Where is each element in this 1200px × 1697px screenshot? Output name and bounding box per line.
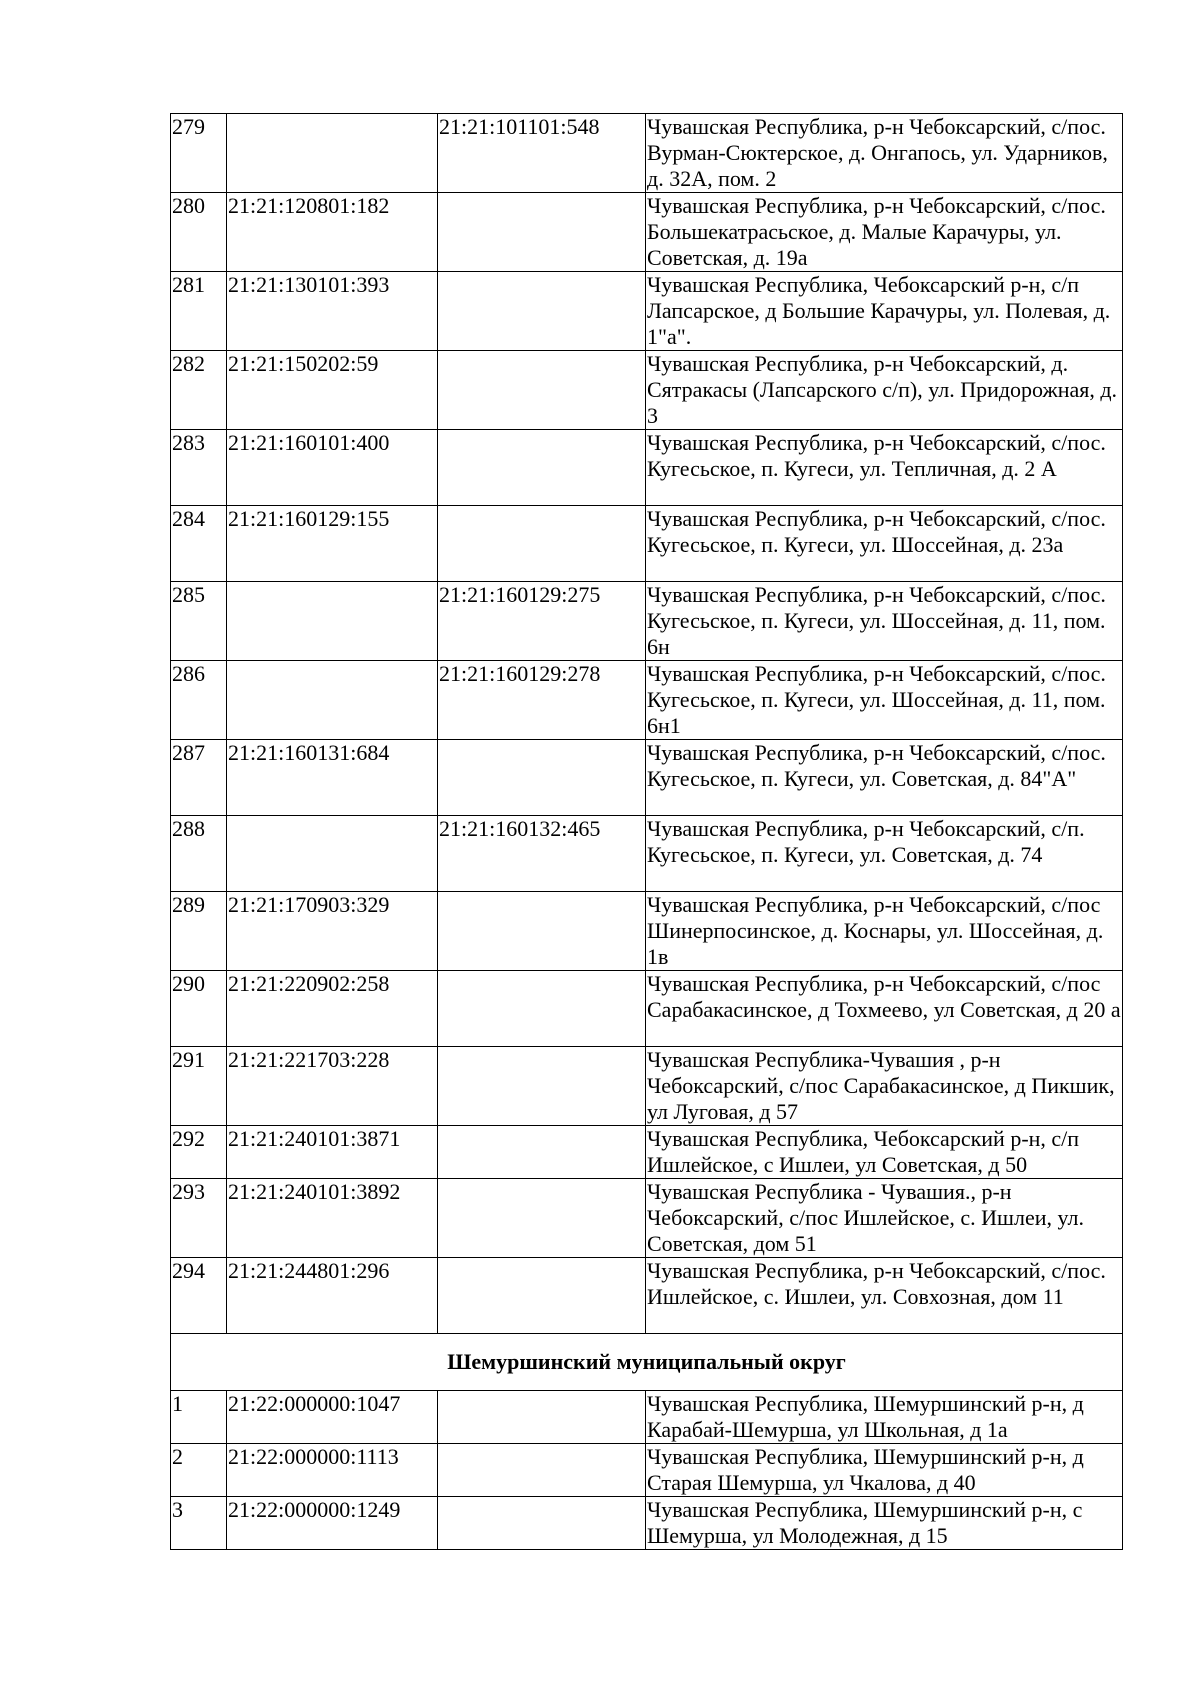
building-cadastral-cell: 21:21:160129:275 — [438, 582, 646, 661]
row-number-cell: 284 — [171, 506, 227, 582]
land-cadastral-cell: 21:22:000000:1047 — [227, 1391, 438, 1444]
building-cadastral-cell — [438, 506, 646, 582]
land-cadastral-cell: 21:21:120801:182 — [227, 193, 438, 272]
row-number-cell: 288 — [171, 816, 227, 892]
table-row — [171, 892, 1123, 971]
building-cadastral-cell — [438, 193, 646, 272]
table-row — [171, 114, 1123, 193]
address-cell: Чувашская Республика, р-н Чебоксарский, с/пос. Кугесьское, п. Кугеси, ул. Тепличная, д. 2 А — [646, 430, 1123, 506]
address-cell: Чувашская Республика, р-н Чебоксарский, с/пос Сарабакасинское, д Тохмеево, ул Советская, д 20 а — [646, 971, 1123, 1047]
row-number-cell: 287 — [171, 740, 227, 816]
building-cadastral-cell — [438, 892, 646, 971]
table-row — [171, 1258, 1123, 1334]
building-cadastral-cell — [438, 1391, 646, 1444]
table-row — [171, 506, 1123, 582]
building-cadastral-cell — [438, 1126, 646, 1179]
address-cell: Чувашская Республика, р-н Чебоксарский, с/пос. Кугесьское, п. Кугеси, ул. Шоссейная, д. 23а — [646, 506, 1123, 582]
registry-table-body — [171, 114, 1123, 1550]
row-number-cell: 290 — [171, 971, 227, 1047]
row-number-cell: 292 — [171, 1126, 227, 1179]
address-cell: Чувашская Республика, р-н Чебоксарский, с/пос. Кугесьское, п. Кугеси, ул. Шоссейная, д. 11, пом. 6н1 — [646, 661, 1123, 740]
table-row — [171, 740, 1123, 816]
section-header-row — [171, 1334, 1123, 1391]
row-number-cell: 283 — [171, 430, 227, 506]
row-number-cell: 293 — [171, 1179, 227, 1258]
address-cell: Чувашская Республика, Шемуршинский р-н, д Карабай-Шемурша, ул Школьная, д 1а — [646, 1391, 1123, 1444]
land-cadastral-cell — [227, 114, 438, 193]
land-cadastral-cell: 21:21:160131:684 — [227, 740, 438, 816]
table-row — [171, 1126, 1123, 1179]
row-number-cell: 281 — [171, 272, 227, 351]
address-cell: Чувашская Республика, р-н Чебоксарский, с/пос. Кугесьское, п. Кугеси, ул. Шоссейная, д. 11, пом. 6н — [646, 582, 1123, 661]
row-number-cell: 3 — [171, 1497, 227, 1550]
land-cadastral-cell: 21:21:160129:155 — [227, 506, 438, 582]
table-row — [171, 1497, 1123, 1550]
land-cadastral-cell: 21:21:130101:393 — [227, 272, 438, 351]
land-cadastral-cell: 21:21:240101:3871 — [227, 1126, 438, 1179]
address-cell: Чувашская Республика - Чувашия., р-н Чебоксарский, с/пос Ишлейское, с. Ишлеи, ул. Советская, дом 51 — [646, 1179, 1123, 1258]
table-row — [171, 1047, 1123, 1126]
row-number-cell: 2 — [171, 1444, 227, 1497]
building-cadastral-cell — [438, 971, 646, 1047]
row-number-cell: 291 — [171, 1047, 227, 1126]
address-cell: Чувашская Республика, р-н Чебоксарский, с/пос. Вурман-Сюктерское, д. Онгапось, ул. Ударников, д. 32А, пом. 2 — [646, 114, 1123, 193]
land-cadastral-cell — [227, 816, 438, 892]
row-number-cell: 282 — [171, 351, 227, 430]
building-cadastral-cell — [438, 430, 646, 506]
row-number-cell: 279 — [171, 114, 227, 193]
land-cadastral-cell: 21:21:150202:59 — [227, 351, 438, 430]
building-cadastral-cell — [438, 1444, 646, 1497]
row-number-cell: 1 — [171, 1391, 227, 1444]
property-registry-table — [170, 113, 1123, 1550]
table-row — [171, 1179, 1123, 1258]
row-number-cell: 280 — [171, 193, 227, 272]
land-cadastral-cell: 21:22:000000:1113 — [227, 1444, 438, 1497]
table-row — [171, 193, 1123, 272]
table-row — [171, 661, 1123, 740]
address-cell: Чувашская Республика, р-н Чебоксарский, с/пос Шинерпосинское, д. Коснары, ул. Шоссейная, д. 1в — [646, 892, 1123, 971]
land-cadastral-cell: 21:22:000000:1249 — [227, 1497, 438, 1550]
address-cell: Чувашская Республика-Чувашия , р-н Чебоксарский, с/пос Сарабакасинское, д Пикшик, ул Луговая, д 57 — [646, 1047, 1123, 1126]
address-cell: Чувашская Республика, Шемуршинский р-н, д Старая Шемурша, ул Чкалова, д 40 — [646, 1444, 1123, 1497]
building-cadastral-cell — [438, 740, 646, 816]
building-cadastral-cell — [438, 1258, 646, 1334]
building-cadastral-cell — [438, 1179, 646, 1258]
land-cadastral-cell — [227, 582, 438, 661]
building-cadastral-cell: 21:21:160132:465 — [438, 816, 646, 892]
building-cadastral-cell — [438, 1497, 646, 1550]
building-cadastral-cell: 21:21:101101:548 — [438, 114, 646, 193]
address-cell: Чувашская Республика, р-н Чебоксарский, с/п. Кугесьское, п. Кугеси, ул. Советская, д. 74 — [646, 816, 1123, 892]
address-cell: Чувашская Республика, р-н Чебоксарский, с/пос. Ишлейское, с. Ишлеи, ул. Совхозная, дом 11 — [646, 1258, 1123, 1334]
building-cadastral-cell — [438, 351, 646, 430]
table-row — [171, 582, 1123, 661]
address-cell: Чувашская Республика, р-н Чебоксарский, с/пос. Кугесьское, п. Кугеси, ул. Советская, д. 84"А" — [646, 740, 1123, 816]
table-row — [171, 1391, 1123, 1444]
land-cadastral-cell: 21:21:220902:258 — [227, 971, 438, 1047]
row-number-cell: 286 — [171, 661, 227, 740]
address-cell: Чувашская Республика, Чебоксарский р-н, с/п Ишлейское, с Ишлеи, ул Советская, д 50 — [646, 1126, 1123, 1179]
table-row — [171, 816, 1123, 892]
row-number-cell: 285 — [171, 582, 227, 661]
building-cadastral-cell — [438, 272, 646, 351]
address-cell: Чувашская Республика, Чебоксарский р-н, с/п Лапсарское, д Большие Карачуры, ул. Полевая, д. 1"а". — [646, 272, 1123, 351]
table-row — [171, 272, 1123, 351]
row-number-cell: 289 — [171, 892, 227, 971]
land-cadastral-cell: 21:21:221703:228 — [227, 1047, 438, 1126]
table-row — [171, 1444, 1123, 1497]
table-row — [171, 971, 1123, 1047]
land-cadastral-cell: 21:21:240101:3892 — [227, 1179, 438, 1258]
land-cadastral-cell: 21:21:244801:296 — [227, 1258, 438, 1334]
land-cadastral-cell: 21:21:170903:329 — [227, 892, 438, 971]
section-title: Шемуршинский муниципальный округ — [171, 1334, 1123, 1391]
address-cell: Чувашская Республика, Шемуршинский р-н, с Шемурша, ул Молодежная, д 15 — [646, 1497, 1123, 1550]
building-cadastral-cell — [438, 1047, 646, 1126]
address-cell: Чувашская Республика, р-н Чебоксарский, с/пос. Большекатрасьское, д. Малые Карачуры, ул. Советская, д. 19а — [646, 193, 1123, 272]
row-number-cell: 294 — [171, 1258, 227, 1334]
address-cell: Чувашская Республика, р-н Чебоксарский, д. Сятракасы (Лапсарского с/п), ул. Придорожная, д. 3 — [646, 351, 1123, 430]
land-cadastral-cell: 21:21:160101:400 — [227, 430, 438, 506]
table-row — [171, 351, 1123, 430]
table-row — [171, 430, 1123, 506]
building-cadastral-cell: 21:21:160129:278 — [438, 661, 646, 740]
land-cadastral-cell — [227, 661, 438, 740]
